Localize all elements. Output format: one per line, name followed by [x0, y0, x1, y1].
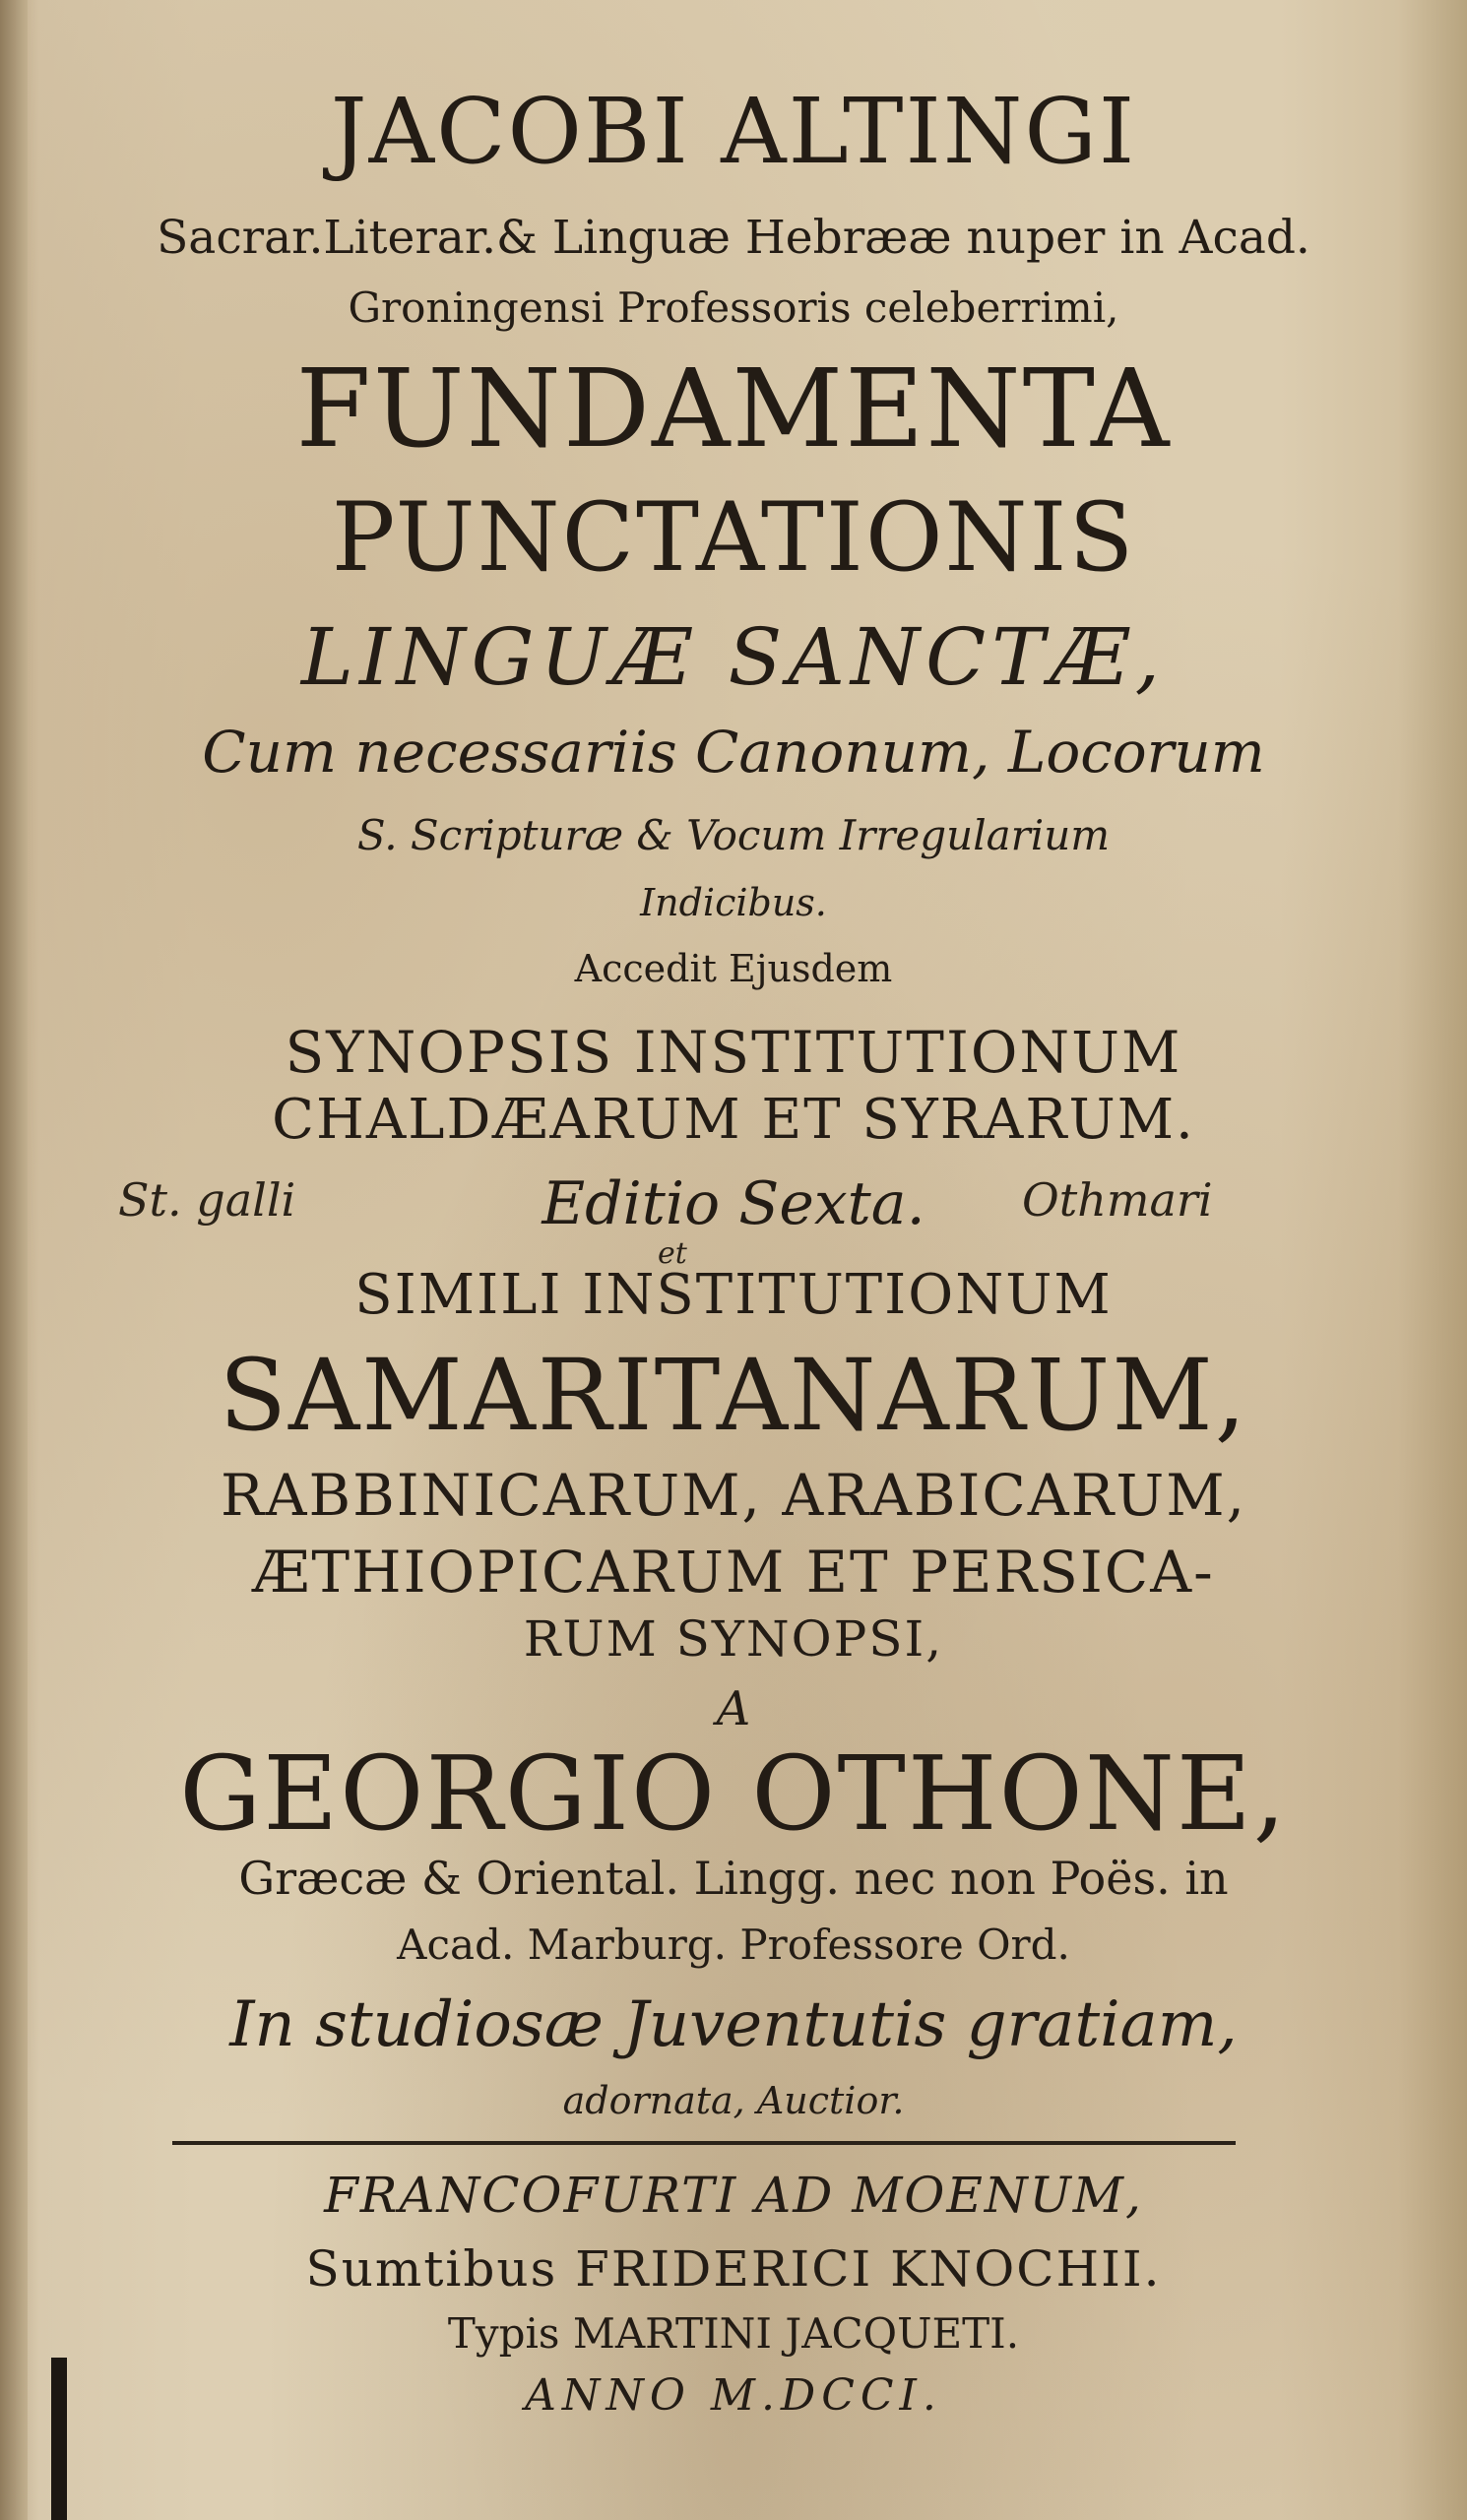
- subtitle-3: Indicibus.: [640, 881, 827, 924]
- edition-line: Editio Sexta.: [542, 1169, 925, 1238]
- main-title-1: FUNDAMENTA: [295, 346, 1172, 472]
- rabbinic-line: RABBINICARUM, ARABICARUM,: [220, 1462, 1247, 1529]
- handwritten-note-left: St. galli: [118, 1173, 296, 1227]
- editor-description-2: Acad. Marburg. Professore Ord.: [397, 1921, 1070, 1969]
- handwritten-small-mark: et: [658, 1236, 687, 1271]
- a-line: A: [716, 1681, 751, 1736]
- author-description-1: Sacrar.Literar.& Linguæ Hebrææ nuper in Acad.: [157, 211, 1310, 265]
- main-title-2: PUNCTATIONIS: [331, 482, 1136, 593]
- dedication-line-2: adornata, Auctior.: [562, 2079, 905, 2122]
- subtitle-2: S. Scripturæ & Vocum Irregularium: [356, 811, 1111, 859]
- author-description-2: Groningensi Professoris celeberrimi,: [348, 284, 1119, 332]
- editor-description-1: Græcæ & Oriental. Lingg. nec non Poës. in: [238, 1852, 1229, 1905]
- subtitle-1: Cum necessariis Canonum, Locorum: [202, 719, 1265, 786]
- author-name: JACOBI ALTINGI: [330, 79, 1137, 184]
- ethiopic-line: ÆTHIOPICARUM ET PERSICA-: [252, 1539, 1215, 1606]
- divider-rule: [172, 2141, 1236, 2145]
- handwritten-note-right: Othmari: [1022, 1173, 1213, 1227]
- place-line: FRANCOFURTI AD MOENUM,: [324, 2167, 1143, 2224]
- printer-line: Typis MARTINI JACQUETI.: [447, 2309, 1020, 2358]
- year-line: ANNO M.DCCI.: [525, 2370, 942, 2421]
- main-title-3: LINGUÆ SANCTÆ,: [300, 611, 1167, 703]
- samaritan-line: SAMARITANARUM,: [219, 1338, 1248, 1453]
- editor-name: GEORGIO OTHONE,: [179, 1733, 1288, 1854]
- synopsis-line-2: CHALDÆARUM ET SYRARUM.: [272, 1088, 1195, 1152]
- synopsis-line-1: SYNOPSIS INSTITUTIONUM: [285, 1019, 1182, 1086]
- accedit-line: Accedit Ejusdem: [574, 947, 893, 990]
- rum-synopsi-line: RUM SYNOPSI,: [523, 1610, 944, 1668]
- publisher-line: Sumtibus FRIDERICI KNOCHII.: [305, 2240, 1162, 2298]
- dedication-line-1: In studiosæ Juventutis gratiam,: [229, 1988, 1238, 2061]
- simili-line: SIMILI INSTITUTIONUM: [354, 1263, 1113, 1327]
